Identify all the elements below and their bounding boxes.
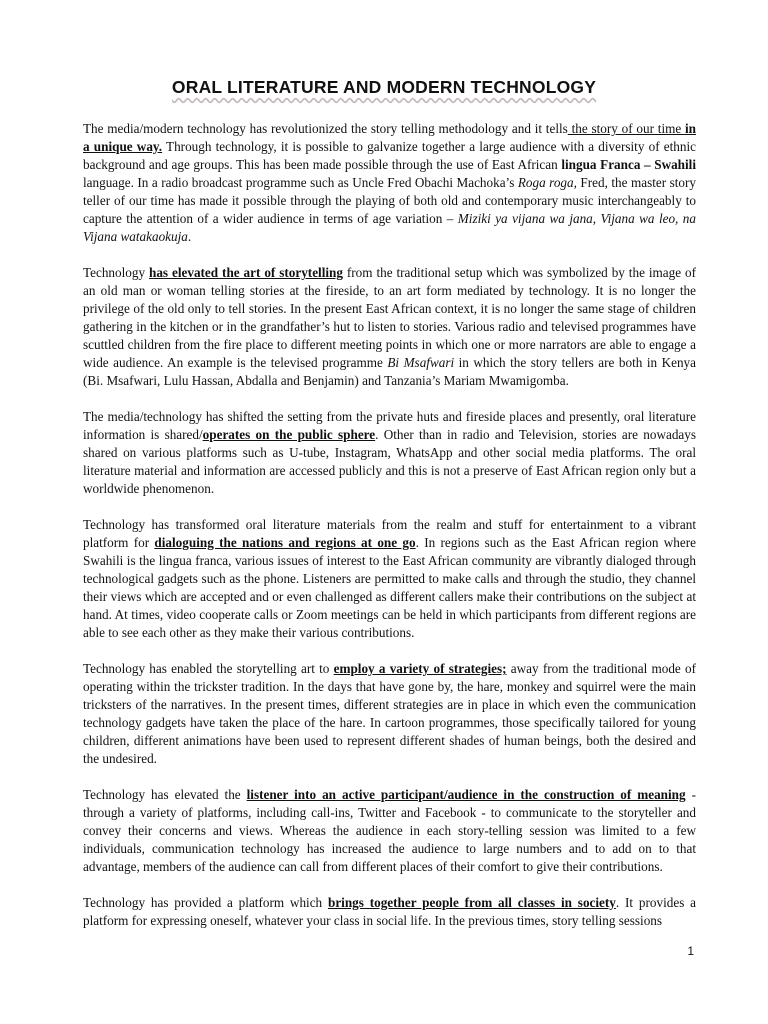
paragraph-media-revolution: The media/modern technology has revolutionized the story telling methodology and it tells the story of our time in a unique way. Through technology, it is possible to galvanize together a large audience with a diversity of ethnic background and age groups. This has been made possible through the use of East African lingua Franca – Swahili language. In a radio broadcast programme such as Uncle Fred Obachi Machoka’s Roga roga, Fred, the master story teller of our time has made it possible through the playing of both old and contemporary music interchangeably to capture the attention of a wider audience in terms of age variation – Miziki ya vijana wa jana, Vijana wa leo, na Vijana watakaokuja. (83, 121, 697, 244)
document-body (83, 120, 696, 948)
paragraph-all-classes: Technology has provided a platform which brings together people from all classes in society. It provides a platform for expressing oneself, whatever your class in social life. In the previous times, story telling sessions (83, 895, 697, 928)
paragraph-variety-of-strategies: Technology has enabled the storytelling art to employ a variety of strategies; away from the traditional mode of operating within the trickster tradition. In the days that have gone by, the hare, monkey and squirrel were the main tricksters of the narratives. In the present times, different strategies are in place in which even the communication technology gadgets have taken the place of the hare. In cartoon programmes, those specifically tailored for young children, different animations have been used to represent different shades of human beings, both the desired and the undesired. (83, 661, 697, 766)
paragraph-dialoguing-nations: Technology has transformed oral literature materials from the realm and stuff for entertainment to a vibrant platform for dialoguing the nations and regions at one go. In regions such as the East African region where Swahili is the lingua franca, various issues of interest to the East African community are vibrantly dialoged through technological gadgets such as the phone. Listeners are permitted to make calls and through the studio, they channel their views which are accepted and or even challenged as different callers make their contributions on the subject at hand. At times, video cooperate calls or Zoom meetings can be held in which participants from different regions are able to see each other as they make their various contributions. (83, 517, 696, 640)
document-title: ORAL LITERATURE AND MODERN TECHNOLOGY (171, 77, 597, 97)
page-number: 1 (687, 944, 694, 958)
paragraph-elevated-storytelling: Technology has elevated the art of storytelling from the traditional setup which was symbolized by the image of an old man or woman telling stories at the fireside, to an art form mediated by technology. It is no longer the privilege of the old only to tell stories. In the present East African context, it is no longer the same stage of children gathering in the kitchen or in the grandfather’s hut to listen to stories. Various radio and televised programmes have scuttled children from the fire place to different meeting points in which one or more narrators are able to engage a wide audience. An example is the televised programme Bi Msafwari in which the story tellers are both in Kenya (Bi. Msafwari, Lulu Hassan, Abdalla and Benjamin) and Tanzania’s Mariam Mwamigomba. (83, 265, 696, 388)
paragraph-active-listener: Technology has elevated the listener into an active participant/audience in the construction of meaning - through a variety of platforms, including call-ins, Twitter and Facebook - to communicate to the storyteller and convey their concerns and views. Whereas the audience in each story-telling session was limited to a few individuals, communication technology has increased the audience to large numbers and to add on to that advantage, members of the audience can call from different places of their comfort to give their contributions. (83, 787, 696, 874)
paragraph-public-sphere: The media/technology has shifted the setting from the private huts and fireside places and presently, oral literature information is shared/operates on the public sphere. Other than in radio and Television, stories are nowadays shared on various platforms such as U-tube, Instagram, WhatsApp and other social media platforms. The oral literature material and information are accessed publicly and this is not a preserve of East African region only but a worldwide phenomenon. (83, 409, 696, 496)
